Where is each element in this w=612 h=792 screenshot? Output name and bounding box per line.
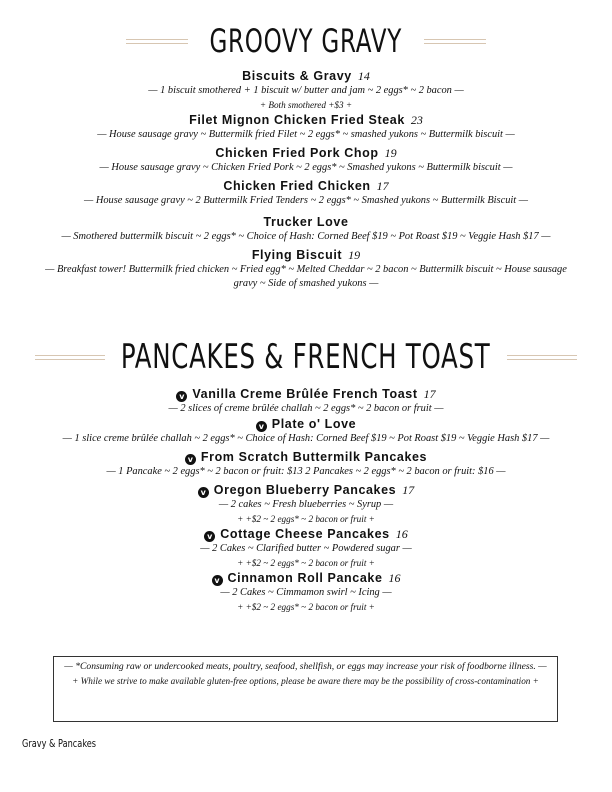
item-price: 19 xyxy=(348,248,361,262)
page-footer: Gravy & Pancakes xyxy=(22,738,97,750)
item-name: Plate o' Love xyxy=(271,417,357,431)
menu-item xyxy=(40,482,572,526)
item-description: — 2 Cakes ~ Cimmamon swirl ~ Icing — xyxy=(220,587,392,598)
item-name: Filet Mignon Chicken Fried Steak xyxy=(189,113,405,127)
section-title-pancakes: PANCAKES & FRENCH TOAST xyxy=(121,337,491,377)
menu-item xyxy=(40,145,572,175)
decorative-rule-right xyxy=(507,355,577,360)
item-description: — 1 biscuit smothered + 1 biscuit w/ butter and jam ~ 2 eggs* ~ 2 bacon — xyxy=(148,85,464,96)
item-name: Oregon Blueberry Pancakes xyxy=(213,483,397,497)
section-header-pancakes xyxy=(0,337,612,377)
decorative-rule-left xyxy=(35,355,105,360)
item-description: — 1 Pancake ~ 2 eggs* ~ 2 bacon or fruit: $13 2 Pancakes ~ 2 eggs* ~ 2 bacon or fruit: $16 — xyxy=(106,466,506,477)
pancake-items xyxy=(40,386,572,614)
gluten-free-notice: + While we strive to make available gluten-free options, please be aware there may be the possibility of cross-contamination + xyxy=(72,676,539,686)
vegetarian-icon: v xyxy=(176,391,187,402)
raw-food-warning: — *Consuming raw or undercooked meats, poultry, seafood, shellfish, or eggs may increase your risk of foodborne illness. — xyxy=(64,661,547,672)
item-price: 14 xyxy=(357,69,370,83)
item-name: Flying Biscuit xyxy=(251,248,343,262)
item-name: From Scratch Buttermilk Pancakes xyxy=(200,450,428,464)
item-name: Cottage Cheese Pancakes xyxy=(220,527,390,541)
menu-item xyxy=(40,416,572,446)
item-price: 17 xyxy=(402,483,415,497)
vegetarian-icon: v xyxy=(198,487,209,498)
item-price: 19 xyxy=(384,146,397,160)
item-description: — 2 Cakes ~ Clarified butter ~ Powdered sugar — xyxy=(200,543,412,554)
item-description: — Smothered buttermilk biscuit ~ 2 eggs* ~ Choice of Hash: Corned Beef $19 ~ Pot Roast $19 ~ Veggie Hash $17 — xyxy=(61,231,551,242)
menu-item xyxy=(40,570,572,614)
menu-item xyxy=(40,386,572,416)
menu-item xyxy=(40,112,572,142)
decorative-rule-left xyxy=(126,39,188,44)
gravy-items xyxy=(40,68,572,291)
item-name: Biscuits & Gravy xyxy=(242,69,352,83)
item-price: 16 xyxy=(388,571,401,585)
item-note: + +$2 ~ 2 eggs* ~ 2 bacon or fruit + xyxy=(237,514,375,524)
item-name: Chicken Fried Chicken xyxy=(223,179,371,193)
item-name: Cinnamon Roll Pancake xyxy=(227,571,383,585)
item-name: Chicken Fried Pork Chop xyxy=(215,146,379,160)
menu-item xyxy=(40,247,572,291)
item-name: Trucker Love xyxy=(263,215,349,229)
item-description: — Breakfast tower! Buttermilk fried chicken ~ Fried egg* ~ Melted Cheddar ~ 2 bacon ~ Buttermilk biscuit ~ House sausage gravy ~ Side of smashed yukons — xyxy=(45,264,567,289)
item-price: 17 xyxy=(423,387,436,401)
item-description: — House sausage gravy ~ Chicken Fried Pork ~ 2 eggs* ~ Smashed yukons ~ Buttermilk biscuit — xyxy=(99,162,513,173)
section-header-gravy xyxy=(0,22,612,60)
item-description: — 2 slices of creme brûlée challah ~ 2 eggs* ~ 2 bacon or fruit — xyxy=(168,403,444,414)
menu-item xyxy=(40,526,572,570)
item-name: Vanilla Creme Brûlée French Toast xyxy=(192,387,418,401)
menu-item xyxy=(40,178,572,208)
item-description: — 1 slice creme brûlée challah ~ 2 eggs* ~ Choice of Hash: Corned Beef $19 ~ Pot Roast $19 ~ Veggie Hash $17 — xyxy=(62,433,550,444)
item-price: 23 xyxy=(410,113,423,127)
disclaimer-box xyxy=(53,656,558,722)
decorative-rule-right xyxy=(424,39,486,44)
vegetarian-icon: v xyxy=(212,575,223,586)
vegetarian-icon: v xyxy=(204,531,215,542)
item-price: 17 xyxy=(376,179,389,193)
item-price: 16 xyxy=(395,527,408,541)
vegetarian-icon: v xyxy=(185,454,196,465)
item-note: + +$2 ~ 2 eggs* ~ 2 bacon or fruit + xyxy=(237,602,375,612)
menu-item xyxy=(40,68,572,112)
item-description: — House sausage gravy ~ Buttermilk fried Filet ~ 2 eggs* ~ smashed yukons ~ Buttermilk biscuit — xyxy=(97,129,515,140)
item-note: + +$2 ~ 2 eggs* ~ 2 bacon or fruit + xyxy=(237,558,375,568)
menu-item xyxy=(40,214,572,244)
item-description: — 2 cakes ~ Fresh blueberries ~ Syrup — xyxy=(218,499,394,510)
item-note: + Both smothered +$3 + xyxy=(259,100,353,110)
menu-item xyxy=(40,449,572,479)
vegetarian-icon: v xyxy=(256,421,267,432)
item-description: — House sausage gravy ~ 2 Buttermilk Fried Tenders ~ 2 eggs* ~ Smashed yukons ~ Buttermilk Biscuit — xyxy=(83,195,529,206)
section-title-gravy: GROOVY GRAVY xyxy=(209,22,403,60)
